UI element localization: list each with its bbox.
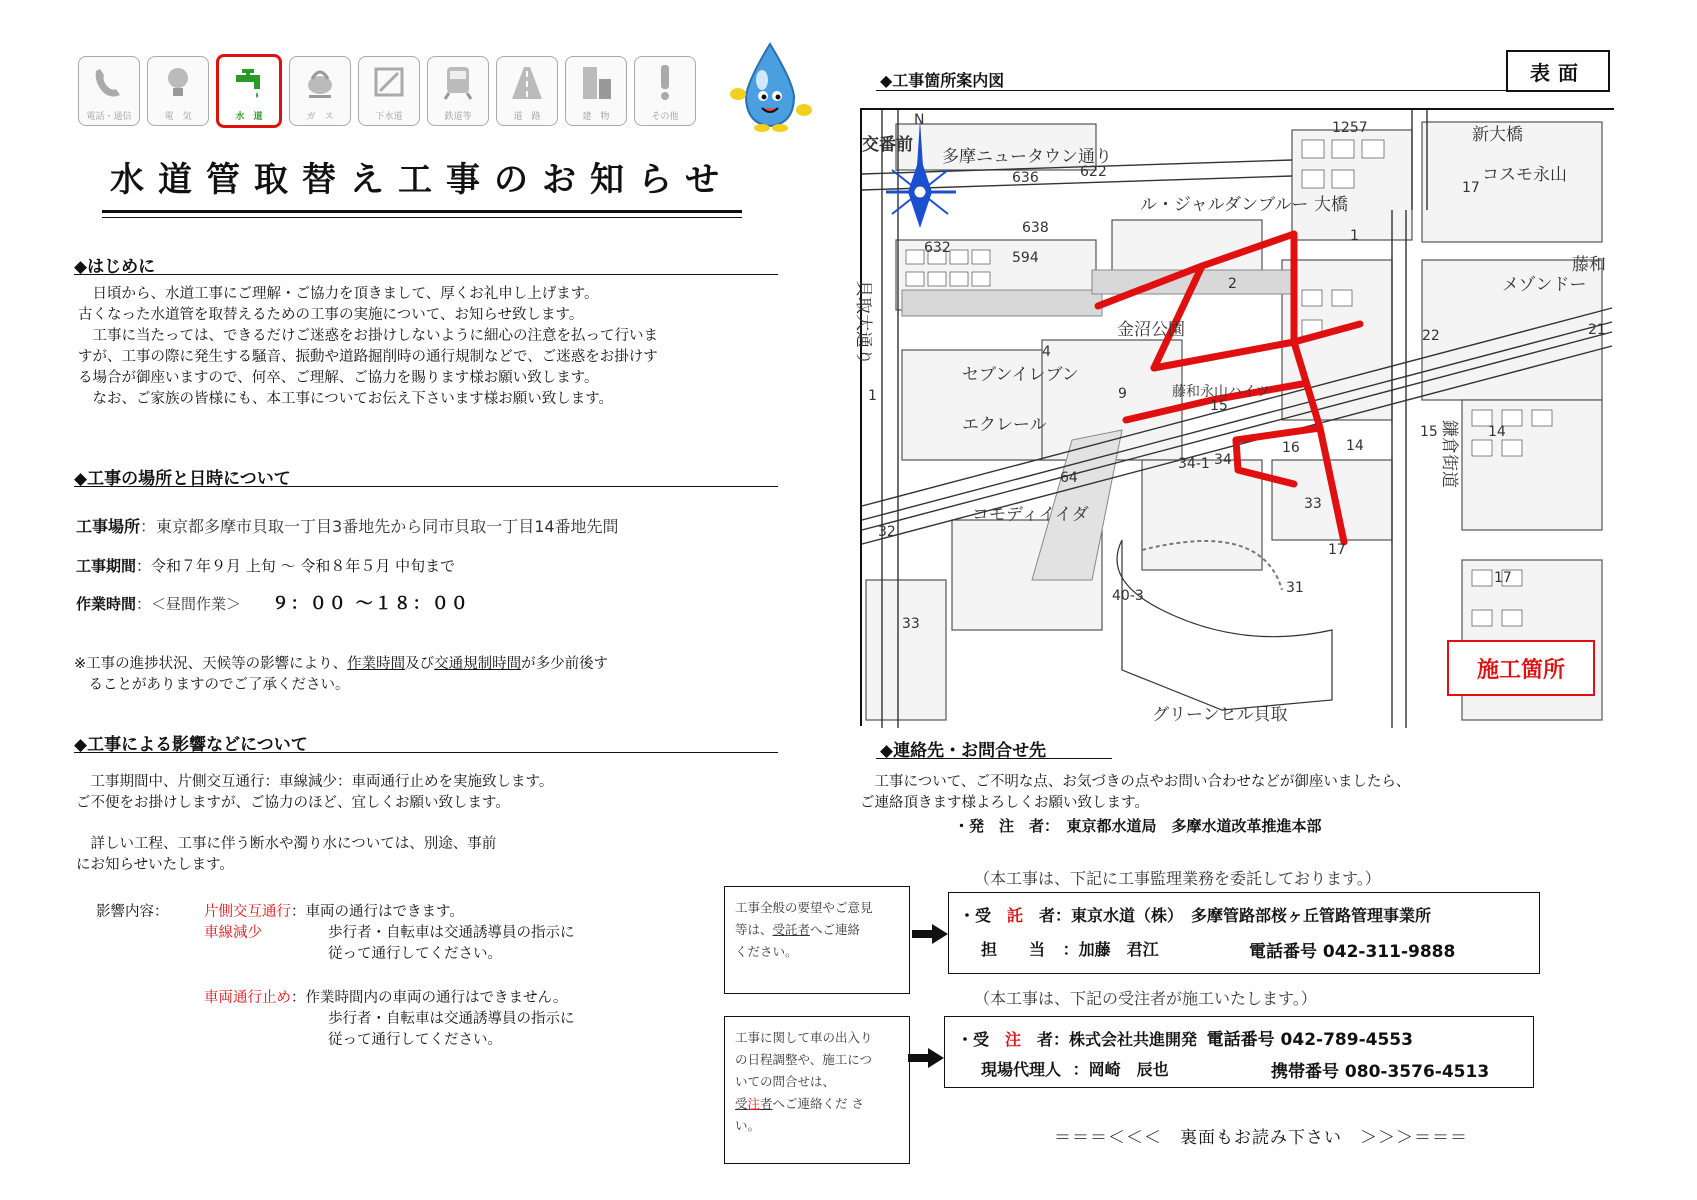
consignee-box — [948, 892, 1540, 974]
agent-label: 現場代理人 — [981, 1060, 1062, 1079]
svg-text:34-1: 34-1 — [1178, 456, 1210, 472]
construction-map — [853, 108, 1614, 726]
map-label-kamakura: 鎌倉街道 — [1439, 420, 1459, 488]
period-label: 工事期間 — [76, 557, 137, 575]
box-text: ください。 — [735, 944, 798, 959]
map-label-cosmos: コスモ永山 — [1482, 165, 1567, 185]
note-line: ることがありますのでご了承ください。 — [74, 677, 350, 693]
svg-text:636: 636 — [1012, 170, 1039, 186]
box-text-consignee: 受託者 — [772, 922, 811, 937]
intro-line: 古くなった水道管を取替えるための工事の実施について、お知らせ致します。 — [78, 307, 584, 323]
effect-text: ：作業時間内の車両の通行はできません。 — [291, 990, 568, 1006]
inquiry-box-consignee — [724, 886, 910, 994]
map-label-fujiwa: 藤和 — [1572, 255, 1606, 275]
title-rule — [102, 210, 742, 213]
hours-prefix: ：＜昼間作業＞ — [136, 595, 242, 613]
telephone-icon — [88, 61, 130, 103]
category-label: 下水道 — [375, 112, 403, 122]
svg-text:32: 32 — [878, 524, 896, 540]
effects-label: 影響内容： — [96, 904, 169, 920]
section-rule — [74, 752, 778, 753]
svg-text:594: 594 — [1012, 250, 1039, 266]
gas-kettle-icon — [299, 61, 341, 103]
map-label-ecrule: エクレール — [962, 415, 1047, 435]
impact-line: 工事期間中、片側交互通行：車線減少：車両通行止めを実施致します。 — [76, 774, 554, 790]
hours-label: 作業時間 — [76, 595, 137, 613]
svg-text:33: 33 — [1304, 496, 1322, 512]
consign-phone: 電話番号 042-311-9888 — [1249, 942, 1456, 962]
section-rule — [74, 486, 778, 487]
box-text: の日程調整や、施工につ — [735, 1052, 873, 1067]
box-text: 者 — [760, 1096, 773, 1111]
effect-item-closure — [204, 988, 575, 1051]
category-road — [496, 56, 558, 126]
period-value: ：令和７年９月 上旬 ～ 令和８年５月 中旬まで — [136, 557, 456, 575]
place-label: 工事場所 — [76, 517, 141, 536]
note-text: 及び — [405, 656, 435, 672]
note-traffic-hours: 交通規制時間 — [434, 656, 522, 672]
page-title: 水道管取替え工事のお知らせ — [110, 160, 733, 200]
impact-line: ご不便をお掛けしますが、ご協力のほど、宜しくお願い致します。 — [76, 795, 510, 811]
consign-note: （本工事は、下記に工事監理業務を委託しております。） — [974, 869, 1381, 888]
consign-person: ：加藤 君江 — [1062, 940, 1159, 959]
svg-text:632: 632 — [924, 240, 951, 256]
contractor-phone: 電話番号 042-789-4553 — [1206, 1030, 1413, 1050]
intro-heading: ◆はじめに — [74, 257, 156, 277]
svg-text:22: 22 — [1422, 328, 1440, 344]
construction-place — [76, 516, 619, 537]
agent-name: ：岡崎 辰也 — [1072, 1060, 1169, 1079]
road-icon — [506, 61, 548, 103]
box-text: 工事に関して車の出入り — [735, 1030, 873, 1045]
contact-intro — [860, 772, 1410, 814]
sewer-icon — [368, 61, 410, 103]
contractor-note: （本工事は、下記の受注者が施工いたします。） — [974, 989, 1317, 1008]
map-label-greenhill: グリーンヒル貝取 — [1152, 705, 1288, 725]
impact-line: 詳しい工程、工事に伴う断水や濁り水については、別途、事前 — [76, 836, 497, 852]
map-label-fujiwa-h: 藤和永山ハイツ — [1172, 384, 1270, 400]
box-text: いての問合せは、 — [735, 1074, 836, 1089]
svg-text:31: 31 — [1286, 580, 1304, 596]
svg-text:15: 15 — [1210, 398, 1228, 414]
hours-value: ９：００ ～１８：００ — [271, 594, 470, 614]
agent-phone: 携帯番号 080-3576-4513 — [1271, 1062, 1490, 1082]
effect-term: 片側交互通行 — [204, 904, 291, 920]
box-text: 工事全般の要望やご意見 — [735, 900, 873, 915]
svg-text:622: 622 — [1080, 164, 1107, 180]
svg-text:1257: 1257 — [1332, 120, 1368, 136]
category-icon-row — [78, 56, 696, 128]
consign-label: ・受 — [959, 906, 1008, 925]
map-label-ohashi: 大橋 — [1314, 195, 1348, 215]
svg-text:4: 4 — [1042, 344, 1051, 360]
work-hours — [76, 594, 470, 615]
category-water — [216, 54, 282, 128]
note-text: ※工事の進捗状況、天候等の影響により、 — [74, 656, 348, 672]
place-value: ：東京都多摩市貝取一丁目3番地先から同市貝取一丁目14番地先間 — [140, 517, 619, 536]
intro-body — [78, 284, 658, 410]
category-telephone — [78, 56, 140, 126]
category-railway — [427, 56, 489, 126]
consign-org: ：東京水道（株） 多摩管路部桜ヶ丘管路管理事業所 — [1055, 906, 1432, 925]
site-label: 施工箇所 — [1447, 640, 1595, 696]
effect-text: 従って通行してください。 — [328, 1032, 502, 1048]
svg-text:34: 34 — [1214, 452, 1232, 468]
front-side-label: 表面 — [1506, 50, 1610, 92]
category-building — [565, 56, 627, 126]
contractor-label: ・受 — [957, 1030, 1006, 1049]
map-label-seven: セブンイレブン — [962, 365, 1079, 385]
water-faucet-icon — [228, 61, 270, 103]
contractor-box — [944, 1016, 1534, 1088]
impact-line: にお知らせいたします。 — [76, 857, 234, 873]
category-label: 道 路 — [513, 112, 541, 122]
svg-text:N: N — [914, 112, 925, 128]
inquiry-box-contractor — [724, 1016, 910, 1164]
contractor-org: ：株式会社共進開発 — [1053, 1030, 1198, 1049]
map-label-shinohashi: 新大橋 — [1472, 125, 1523, 145]
map-label-jardin: ル・ジャルダンブルー — [1140, 195, 1309, 215]
map-label-maison: メゾンドー — [1502, 275, 1587, 295]
orderer: ・発 注 者： 東京都水道局 多摩水道改革推進本部 — [954, 817, 1322, 835]
svg-text:64: 64 — [1060, 470, 1078, 486]
category-sewer — [358, 56, 420, 126]
effect-text: ：車両の通行はできます。 — [291, 904, 464, 920]
category-label: その他 — [651, 112, 679, 122]
arrow-right-icon — [908, 1048, 944, 1068]
category-label: 建 物 — [582, 112, 610, 122]
category-label: ガ ス — [306, 112, 334, 122]
building-icon — [575, 61, 617, 103]
category-label: 水 道 — [235, 112, 263, 122]
svg-text:17: 17 — [1462, 180, 1480, 196]
title-rule — [102, 217, 742, 218]
svg-text:14: 14 — [1346, 438, 1364, 454]
water-drop-mascot-icon — [724, 40, 816, 132]
category-label: 鉄道等 — [444, 112, 472, 122]
map-heading: ◆工事箇所案内図 — [880, 71, 1005, 90]
box-text: へご連絡 — [810, 922, 861, 937]
intro-line: すが、工事の際に発生する騒音、振動や道路掘削時の通行規制などで、ご迷惑をお掛けす — [78, 349, 658, 365]
effect-term: 車両通行止め — [204, 990, 291, 1006]
svg-text:1: 1 — [868, 388, 877, 404]
svg-text:9: 9 — [1118, 386, 1127, 402]
schedule-heading: ◆工事の場所と日時について — [74, 469, 291, 489]
light-bulb-icon — [157, 61, 199, 103]
intro-line: 日頃から、水道工事にご理解・ご協力を頂きまして、厚くお礼申し上げます。 — [78, 286, 599, 302]
exclamation-icon — [644, 61, 686, 103]
back-side-footer: ＝＝＝＜＜＜ 裏面もお読み下さい ＞＞＞＝＝＝ — [1054, 1128, 1468, 1148]
map-label-koban: 交番前 — [862, 135, 913, 155]
section-rule — [876, 758, 1112, 759]
svg-text:1: 1 — [1350, 228, 1359, 244]
category-label: 電 気 — [164, 112, 192, 122]
svg-text:2: 2 — [1228, 276, 1237, 292]
note-text: が多少前後す — [521, 656, 609, 672]
category-other — [634, 56, 696, 126]
svg-text:17: 17 — [1328, 542, 1346, 558]
box-text: 注 — [747, 1096, 761, 1111]
intro-line: る場合が御座いますので、何卒、ご理解、ご協力を賜ります様お願い致します。 — [78, 370, 599, 386]
arrow-right-icon — [912, 924, 948, 944]
effect-item-one-way — [204, 902, 575, 965]
impact-body — [76, 772, 553, 876]
impact-heading: ◆工事による影響などについて — [74, 735, 308, 755]
intro-line: 工事に当たっては、できるだけご迷惑をお掛けしないように細心の注意を払って行いま — [78, 328, 658, 344]
consign-label: 者 — [1023, 906, 1056, 925]
category-gas — [289, 56, 351, 126]
box-text: へご連絡くだ さ — [772, 1096, 865, 1111]
effect-text: 歩行者・自転車は交通誘導員の指示に — [328, 925, 575, 941]
contractor-label-mark: 注 — [1005, 1030, 1022, 1049]
construction-period — [76, 556, 455, 577]
svg-text:14: 14 — [1488, 424, 1506, 440]
contact-heading: ◆連絡先・お問合せ先 — [880, 741, 1047, 761]
section-rule — [74, 274, 778, 275]
box-text: 等は、 — [735, 922, 773, 937]
svg-text:17: 17 — [1494, 570, 1512, 586]
svg-text:21: 21 — [1588, 322, 1606, 338]
box-text: い。 — [735, 1118, 761, 1133]
map-label-tama-nt: 多摩ニュータウン通り — [942, 147, 1112, 167]
contractor-label: 者 — [1021, 1030, 1054, 1049]
map-canvas — [853, 110, 1616, 728]
contact-line: 工事について、ご不明な点、お気づきの点やお問い合わせなどが御座いましたら、 — [860, 774, 1411, 790]
svg-text:33: 33 — [902, 616, 920, 632]
svg-text:40-3: 40-3 — [1112, 588, 1144, 604]
category-label: 電話・通信 — [86, 112, 132, 122]
svg-text:638: 638 — [1022, 220, 1049, 236]
contact-line: ご連絡頂きます様よろしくお願い致します。 — [860, 795, 1149, 811]
svg-text:15: 15 — [1420, 424, 1438, 440]
svg-text:16: 16 — [1282, 440, 1300, 456]
section-rule — [876, 90, 1506, 91]
map-label-kaitori: 貝取大通り — [853, 280, 873, 365]
train-icon — [437, 61, 479, 103]
effect-text: 歩行者・自転車は交通誘導員の指示に — [328, 1011, 575, 1027]
schedule-note — [74, 654, 608, 696]
map-label-kanenuma: 金沼公園 — [1117, 320, 1185, 340]
map-label-commodity: コモディイイダ — [972, 505, 1089, 525]
effect-term: 車線減少 — [204, 925, 262, 941]
box-text: 受 — [735, 1096, 748, 1111]
consign-label-mark: 託 — [1007, 906, 1024, 925]
category-electric — [147, 56, 209, 126]
intro-line: なお、ご家族の皆様にも、本工事についてお伝え下さいます様お願い致します。 — [78, 391, 614, 407]
consign-person-label: 担 当 — [981, 940, 1046, 959]
note-work-hours: 作業時間 — [347, 656, 406, 672]
effect-text: 従って通行してください。 — [328, 946, 502, 962]
